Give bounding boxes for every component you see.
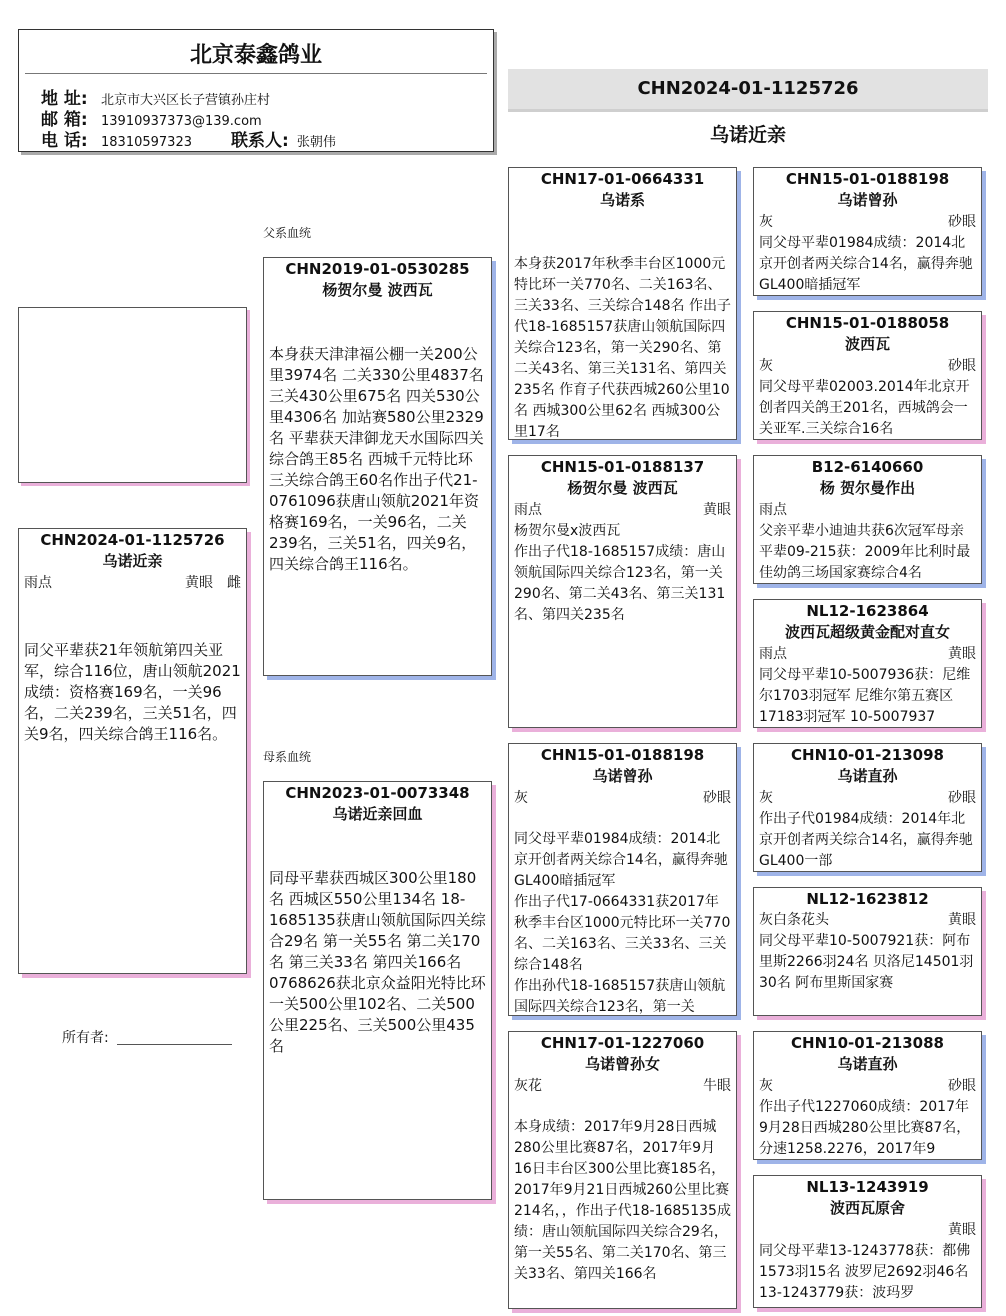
contact-label: 联系人: xyxy=(231,131,289,151)
bird-traits xyxy=(759,909,976,931)
great-grandparent-card-8 xyxy=(753,1175,982,1308)
dam-sire-card xyxy=(508,743,737,1016)
subject-ring-banner: CHN2024-01-1125726 xyxy=(508,69,988,109)
ring-number: CHN15-01-0188198 xyxy=(785,170,950,188)
bird-name: 乌诺近亲 xyxy=(102,552,163,570)
ring-number: CHN15-01-0188137 xyxy=(540,458,705,476)
divider xyxy=(25,73,487,74)
ring-number: NL12-1623864 xyxy=(806,602,929,620)
header-card xyxy=(18,29,494,152)
color: 雨点 xyxy=(759,646,787,662)
address-label: 地 址: xyxy=(41,89,88,109)
ring-number: B12-6140660 xyxy=(811,458,924,476)
ring-number: CHN15-01-0188058 xyxy=(785,314,950,332)
bird-notes: 同父平辈获21年领航第四关亚军，综合116位，唐山领航2021成绩：资格赛169名，一关96名，二关239名，三关51名，四关9名，四关综合鸽王116名。 xyxy=(24,641,241,743)
bird-name: 波西瓦超级黄金配对直女 xyxy=(784,623,950,641)
bird-notes: 同父母平辈13-1243778获：都佛1573羽15名 波罗尼2692羽46名 13-1243779获：波玛罗 xyxy=(759,1243,973,1301)
owner-signature-line[interactable] xyxy=(117,1044,232,1045)
eye: 黄眼 xyxy=(948,912,976,928)
color: 雨点 xyxy=(514,502,542,518)
eye: 黄眼 xyxy=(948,1222,976,1238)
company-title: 北京泰鑫鸽业 xyxy=(189,43,322,68)
bird-traits xyxy=(759,1219,976,1241)
ring-number: CHN2024-01-1125726 xyxy=(40,531,225,549)
great-grandparent-card-5 xyxy=(753,743,982,872)
subject-name-heading: 乌诺近亲 xyxy=(709,124,786,146)
bird-traits xyxy=(759,499,976,521)
contact-row xyxy=(231,126,336,151)
email-label: 邮 箱: xyxy=(41,110,88,130)
bird-name: 乌诺直孙 xyxy=(837,767,898,785)
sex: 雌 xyxy=(227,575,241,591)
bird-traits xyxy=(759,355,976,377)
bird-name: 乌诺直孙 xyxy=(837,1055,898,1073)
bird-notes: 作出子代1227060成绩：2017年9月28日西城280公里比赛87名，分速1258.2276，2017年9 xyxy=(759,1099,971,1157)
bird-name: 乌诺曾孙 xyxy=(837,191,898,209)
great-grandparent-card-4 xyxy=(753,599,982,728)
dam-card xyxy=(263,781,492,1200)
color: 雨点 xyxy=(759,502,787,518)
bird-notes: 同父母平辈10-5007921获：阿布里斯2266羽24名 贝洛尼14501羽30名 阿布里斯国家赛 xyxy=(759,933,974,991)
dam-dam-card xyxy=(508,1031,737,1309)
bird-notes: 同父母平辈01984成绩：2014北京开创者两关综合14名，赢得奔驰GL400暗插冠军 xyxy=(759,235,973,293)
bird-notes: 本身获2017年秋季丰台区1000元特比环一关770名、二关163名、三关33名、三关综合148名 作出子代18-1685157获唐山领航国际四关综合123名，第一关290名、第二关43名、第三关131名、第四关235名 作育子代获西城260公里10名 西城300公里62名 西城300公里17名 xyxy=(514,256,731,440)
ring-number: NL12-1623812 xyxy=(806,890,929,908)
bird-notes: 本身成绩：2017年9月28日西城280公里比赛87名，2017年9月16日丰台区300公里比赛185名，2017年9月21日西城260公里比赛214名，，作出子代18-1685135成绩：唐山领航国际四关综合29名，第一关55名、第二关170名、第三关33名、第四关166名 xyxy=(514,1119,731,1282)
contact-value: 张朝伟 xyxy=(296,135,336,150)
great-grandparent-card-2 xyxy=(753,311,982,440)
bird-name: 乌诺系 xyxy=(599,191,645,209)
color: 灰 xyxy=(759,1078,773,1094)
eye: 砂眼 xyxy=(948,214,976,230)
color: 灰 xyxy=(759,790,773,806)
bird-name: 乌诺曾孙 xyxy=(592,767,653,785)
bird-name: 乌诺曾孙女 xyxy=(584,1055,660,1073)
bird-traits xyxy=(24,572,241,594)
bird-name: 杨贺尔曼 波西瓦 xyxy=(567,479,678,497)
email-value: 13910937373@139.com xyxy=(101,114,262,129)
phone-value: 18310597323 xyxy=(101,135,192,150)
bird-notes: 本身获天津津福公棚一关200公里3974名 二关330公里4837名 三关430公里675名 四关530公里4306名 加站赛580公里2329名 平辈获天津御龙天水国际四关综合鸽王85名 西城千元特比环三关综合鸽王60名作出子代21-0761096获唐山领航2021年资格赛169名，一关96名，二关239名，三关51名，四关9名，四关综合鸽王116名。 xyxy=(269,345,489,573)
sire-sire-card xyxy=(508,167,737,440)
bird-name: 波西瓦 xyxy=(844,335,890,353)
eye: 砂眼 xyxy=(948,358,976,374)
eye: 黄眼 xyxy=(703,502,731,518)
dam-line-label: 母系血统 xyxy=(263,750,312,764)
bird-traits xyxy=(759,643,976,665)
ring-number: CHN10-01-213098 xyxy=(791,746,944,764)
color: 雨点 xyxy=(24,575,52,591)
phone-label: 电 话: xyxy=(41,131,88,151)
bird-traits xyxy=(759,1075,976,1097)
bird-notes: 父亲平辈小迪迪共获6次冠军母亲平辈09-215获：2009年比利时最佳幼鸽三场国家赛综合4名 xyxy=(759,523,971,581)
color: 灰花 xyxy=(514,1078,542,1094)
eye: 砂眼 xyxy=(948,1078,976,1094)
bird-notes: 同父母平辈02003.2014年北京开创者四关鸽王201名，西城鸽会一关亚军.三关综合16名 xyxy=(759,379,970,437)
bird-photo-frame xyxy=(18,307,247,483)
color: 灰 xyxy=(514,790,528,806)
bird-notes: 同父母平辈01984成绩：2014北京开创者两关综合14名，赢得奔驰GL400暗插冠军 作出子代17-0664331获2017年秋季丰台区1000元特比环一关770名、二关163名、三关33名、三关综合148名 作出孙代18-1685157获唐山领航国际四关综合123名，第一关 xyxy=(514,831,731,1015)
ring-number: CHN10-01-213088 xyxy=(791,1034,944,1052)
eye: 牛眼 xyxy=(703,1078,731,1094)
bird-notes: 杨贺尔曼x波西瓦 作出子代18-1685157成绩：唐山领航国际四关综合123名，第一关290名、第二关43名、第三关131名、第四关235名 xyxy=(514,523,726,623)
ring-number: CHN15-01-0188198 xyxy=(540,746,705,764)
eye: 砂眼 xyxy=(703,790,731,806)
great-grandparent-card-7 xyxy=(753,1031,982,1160)
owner-field xyxy=(62,1027,232,1047)
great-grandparent-card-3 xyxy=(753,455,982,584)
ring-number: CHN2019-01-0530285 xyxy=(285,260,470,278)
color: 灰白条花头 xyxy=(759,912,829,928)
eye: 黄眼 xyxy=(185,575,213,591)
color: 灰 xyxy=(759,214,773,230)
bird-traits xyxy=(759,211,976,233)
address-value: 北京市大兴区长子营镇孙庄村 xyxy=(101,93,271,108)
bird-traits xyxy=(514,1075,731,1097)
eye: 砂眼 xyxy=(948,790,976,806)
great-grandparent-card-6 xyxy=(753,887,982,1016)
owner-label: 所有者: xyxy=(62,1030,109,1046)
sire-card xyxy=(263,257,492,676)
bird-name: 波西瓦原舍 xyxy=(829,1199,905,1217)
ring-number: CHN17-01-0664331 xyxy=(540,170,705,188)
bird-traits xyxy=(759,787,976,809)
ring-number: NL13-1243919 xyxy=(806,1178,929,1196)
bird-notes: 同父母平辈10-5007936获：尼维尔1703羽冠军 尼维尔第五赛区17183羽冠军 10-5007937 xyxy=(759,667,971,725)
bird-notes: 同母平辈获西城区300公里180名 西城区550公里134名 18-1685135获唐山领航国际四关综合29名 第一关55名 第二关170名 第三关33名 第四关166名 0768626获北京众益阳光特比环一关500公里102名、二关500公里225名、三关500公里435名 xyxy=(269,869,486,1055)
phone-row xyxy=(41,126,192,151)
ring-number: CHN17-01-1227060 xyxy=(540,1034,705,1052)
color: 灰 xyxy=(759,358,773,374)
bird-name: 杨 贺尔曼作出 xyxy=(819,479,916,497)
bird-name: 乌诺近亲回血 xyxy=(332,805,423,823)
bird-name: 杨贺尔曼 波西瓦 xyxy=(322,281,433,299)
bird-traits xyxy=(514,499,731,521)
ring-number: CHN2023-01-0073348 xyxy=(285,784,470,802)
great-grandparent-card-1 xyxy=(753,167,982,296)
bird-notes: 作出子代01984成绩：2014年北京开创者两关综合14名，赢得奔驰GL400一部 xyxy=(759,811,973,869)
sire-dam-card xyxy=(508,455,737,728)
bird-traits xyxy=(514,787,731,809)
eye: 黄眼 xyxy=(948,646,976,662)
subject-card xyxy=(18,528,247,974)
sire-line-label: 父系血统 xyxy=(263,226,312,240)
